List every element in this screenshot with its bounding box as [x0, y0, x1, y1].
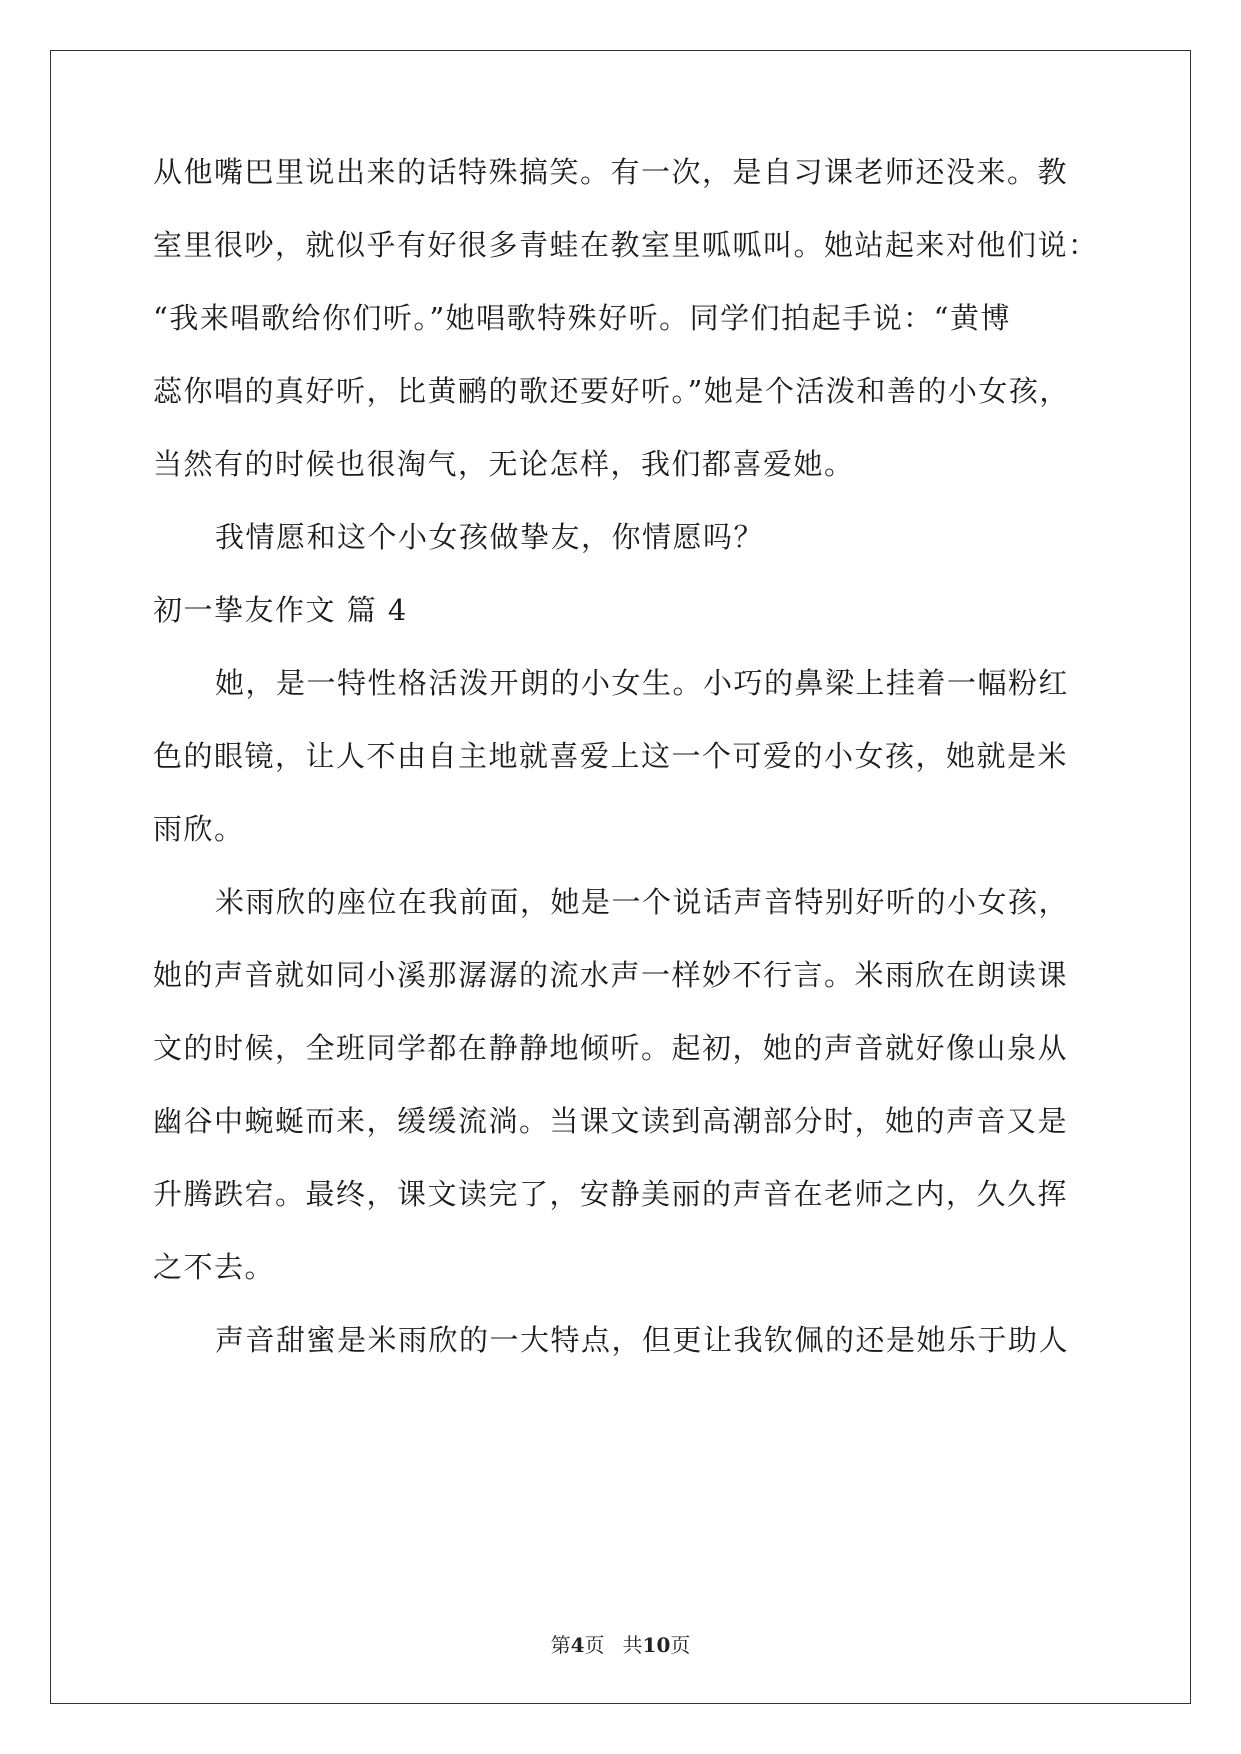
total-suffix: 页	[670, 1633, 691, 1657]
paragraph-line: 室里很吵，就似乎有好很多青蛙在教室里呱呱叫。她站起来对他们说：	[153, 228, 1099, 262]
paragraph-line: 文的时候，全班同学都在静静地倾听。起初，她的声音就好像山泉从	[153, 1031, 1069, 1065]
paragraph-line: 从他嘴巴里说出来的话特殊搞笑。有一次，是自习课老师还没来。教	[153, 155, 1069, 189]
page-footer	[0, 1632, 1241, 1658]
page-suffix: 页	[584, 1633, 605, 1657]
paragraph-line: 声音甜蜜是米雨欣的一大特点，但更让我钦佩的还是她乐于助人	[215, 1323, 1070, 1357]
paragraph-line: 幽谷中蜿蜒而来，缓缓流淌。当课文读到高潮部分时，她的声音又是	[153, 1104, 1069, 1138]
page-number: 4	[570, 1633, 585, 1657]
paragraph-line: 当然有的时候也很淘气，无论怎样，我们都喜爱她。	[153, 447, 855, 481]
paragraph-line: 米雨欣的座位在我前面，她是一个说话声音特别好听的小女孩，	[215, 885, 1070, 919]
paragraph-line: 她，是一特性格活泼开朗的小女生。小巧的鼻梁上挂着一幅粉红	[215, 666, 1070, 700]
total-prefix: 共	[622, 1633, 643, 1657]
total-pages: 10	[642, 1633, 671, 1657]
page-prefix: 第	[550, 1633, 571, 1657]
paragraph-line: “我来唱歌给你们听。”她唱歌特殊好听。同学们拍起手说：“黄博	[153, 301, 1011, 335]
paragraph-line: 升腾跌宕。最终，课文读完了，安静美丽的声音在老师之内，久久挥	[153, 1177, 1069, 1211]
paragraph-line: 雨欣。	[153, 812, 245, 846]
paragraph-line: 色的眼镜，让人不由自主地就喜爱上这一个可爱的小女孩，她就是米	[153, 739, 1069, 773]
section-heading: 初一挚友作文 篇 4	[153, 593, 408, 627]
paragraph-line: 之不去。	[153, 1250, 276, 1284]
paragraph-line: 她的声音就如同小溪那潺潺的流水声一样妙不行言。米雨欣在朗读课	[153, 958, 1069, 992]
paragraph-line: 蕊你唱的真好听，比黄鹂的歌还要好听。”她是个活泼和善的小女孩，	[153, 374, 1070, 408]
paragraph-line: 我情愿和这个小女孩做挚友，你情愿吗？	[215, 520, 765, 554]
